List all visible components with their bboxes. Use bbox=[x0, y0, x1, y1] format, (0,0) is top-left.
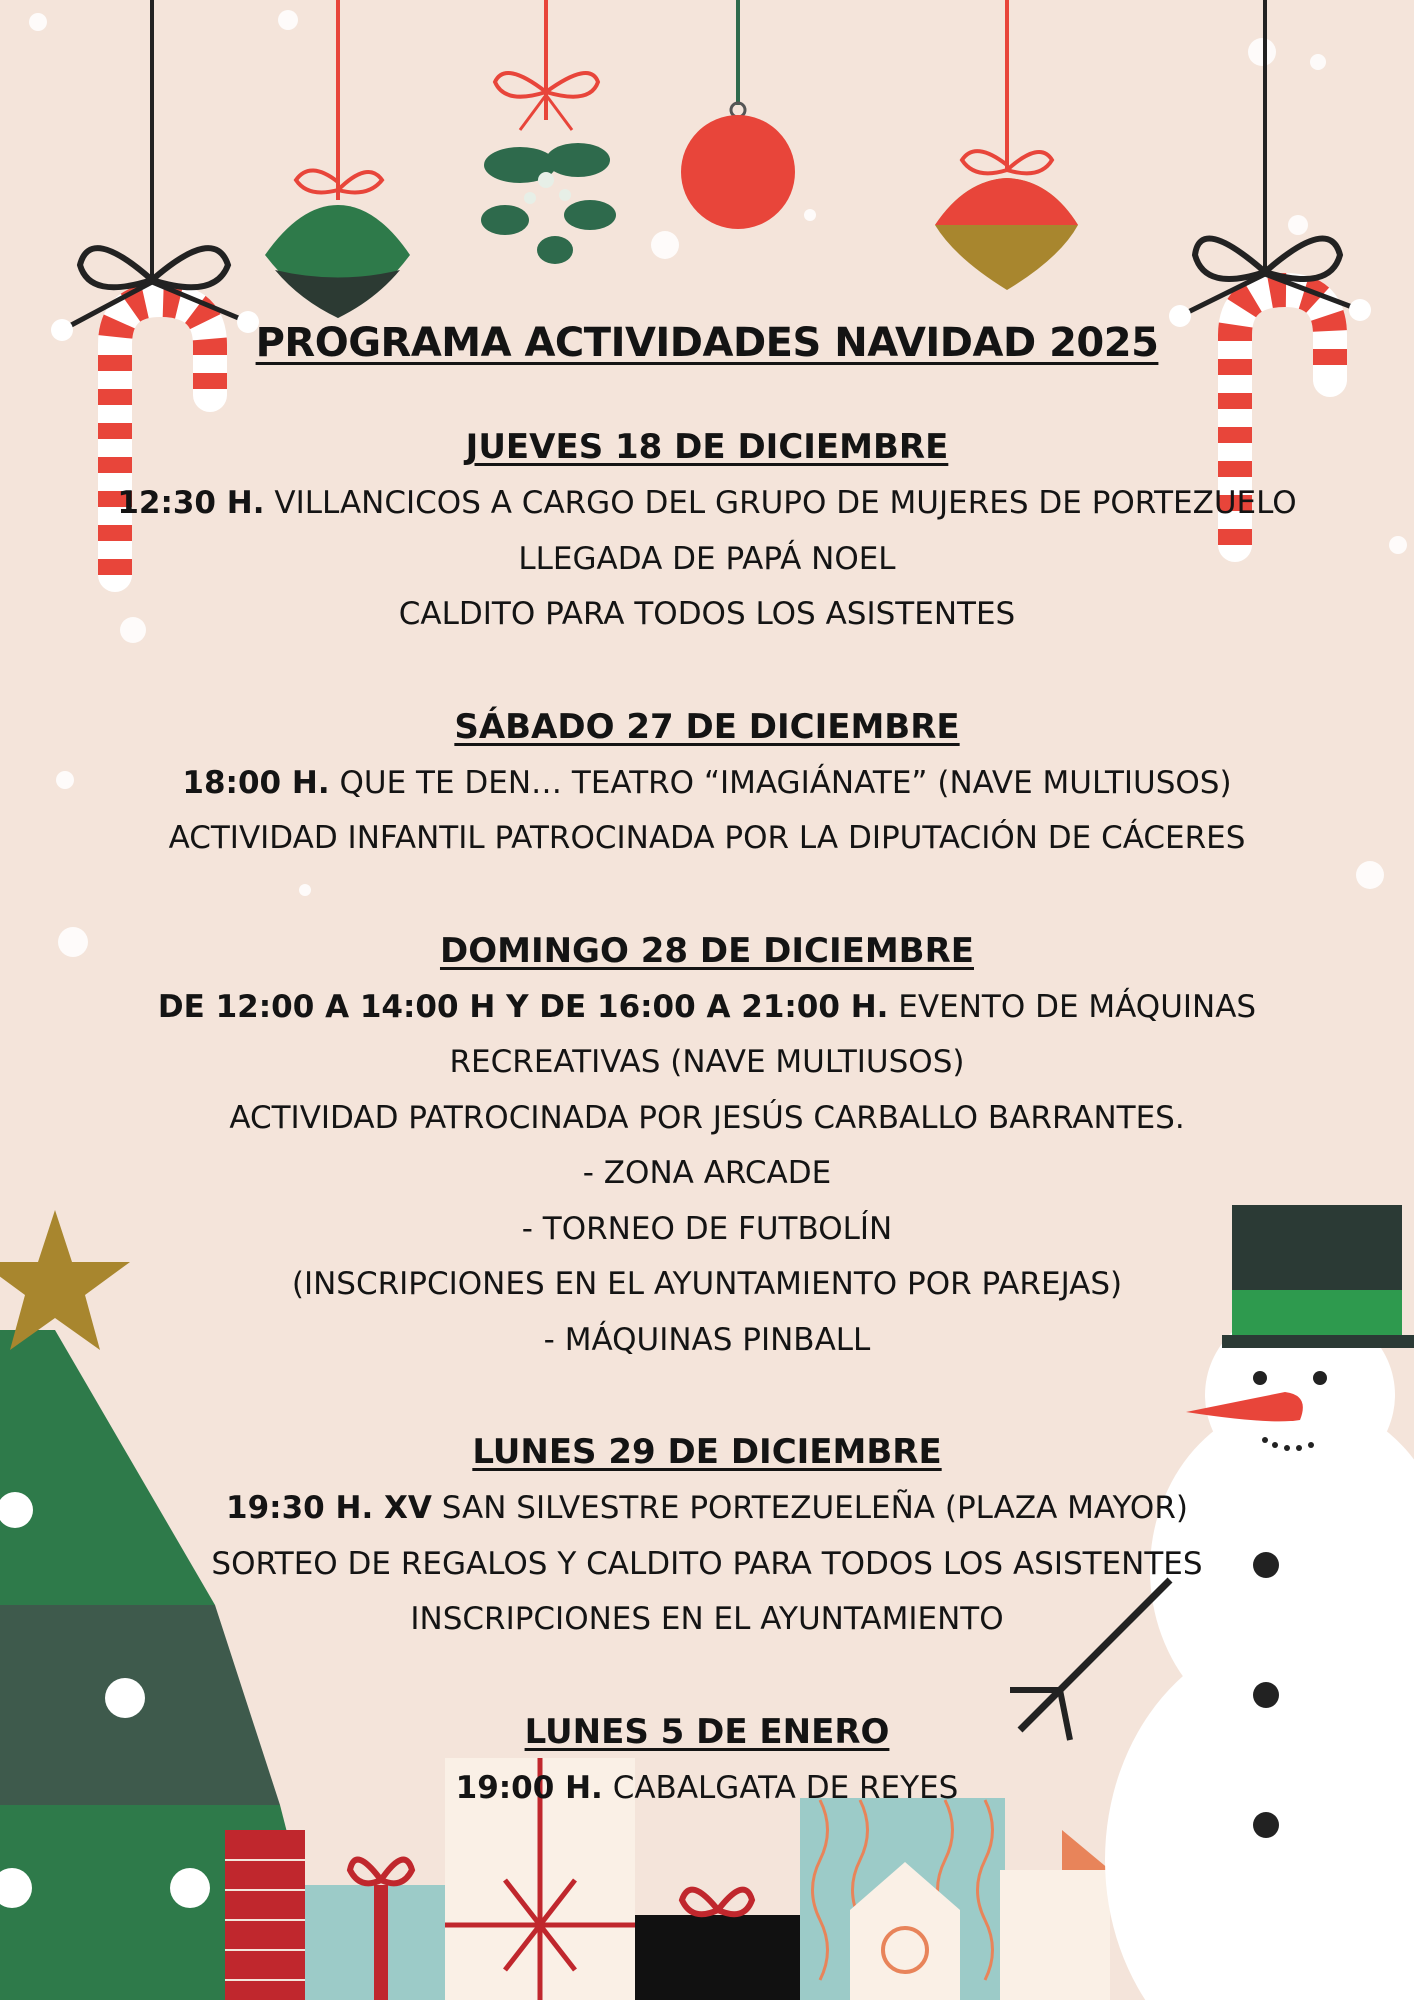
event-text: CABALGATA DE REYES bbox=[602, 1769, 959, 1806]
event-text: SORTEO DE REGALOS Y CALDITO PARA TODOS LOS ASISTENTES bbox=[211, 1545, 1203, 1582]
ornament-icon bbox=[265, 0, 410, 318]
day-section bbox=[0, 1423, 1414, 1648]
schedule-line bbox=[0, 1257, 1414, 1313]
schedule-line bbox=[0, 1761, 1414, 1817]
ornament-icon bbox=[935, 0, 1078, 290]
schedule-line bbox=[0, 1481, 1414, 1537]
schedule-line bbox=[0, 980, 1414, 1036]
day-section bbox=[0, 418, 1414, 643]
day-section bbox=[0, 922, 1414, 1369]
day-heading: LUNES 29 DE DICIEMBRE bbox=[472, 1432, 942, 1472]
day-section bbox=[0, 1703, 1414, 1817]
event-text: - TORNEO DE FUTBOLÍN bbox=[521, 1210, 893, 1247]
ornament-icon bbox=[681, 0, 795, 229]
event-text: RECREATIVAS (NAVE MULTIUSOS) bbox=[449, 1044, 965, 1080]
event-text: - ZONA ARCADE bbox=[582, 1155, 832, 1191]
mistletoe-icon bbox=[481, 0, 616, 264]
day-section bbox=[0, 698, 1414, 867]
schedule-line bbox=[0, 1091, 1414, 1147]
schedule-line bbox=[0, 587, 1414, 643]
event-time: 12:30 H. bbox=[117, 485, 265, 521]
schedule-line bbox=[0, 756, 1414, 812]
schedule-line bbox=[0, 1592, 1414, 1648]
event-text: SAN SILVESTRE PORTEZUELEÑA (PLAZA MAYOR) bbox=[431, 1490, 1188, 1526]
day-heading: LUNES 5 DE ENERO bbox=[524, 1711, 890, 1752]
schedule bbox=[0, 418, 1414, 1816]
schedule-line bbox=[0, 1313, 1414, 1369]
event-time: 19:00 H. bbox=[455, 1769, 603, 1806]
schedule-line bbox=[0, 1146, 1414, 1202]
day-heading: SÁBADO 27 DE DICIEMBRE bbox=[454, 706, 960, 747]
schedule-line bbox=[0, 532, 1414, 588]
schedule-line bbox=[0, 476, 1414, 532]
event-text: VILLANCICOS A CARGO DEL GRUPO DE MUJERES DE PORTEZUELO bbox=[264, 485, 1297, 521]
event-text: QUE TE DEN… TEATRO “IMAGIÁNATE” (NAVE MULTIUSOS) bbox=[329, 764, 1232, 801]
event-text: LLEGADA DE PAPÁ NOEL bbox=[518, 540, 896, 577]
schedule-line bbox=[0, 1035, 1414, 1091]
event-time: 18:00 H. bbox=[182, 764, 330, 801]
event-text: - MÁQUINAS PINBALL bbox=[543, 1321, 871, 1358]
event-text: ACTIVIDAD PATROCINADA POR JESÚS CARBALLO BARRANTES. bbox=[229, 1099, 1185, 1136]
event-text: INSCRIPCIONES EN EL AYUNTAMIENTO bbox=[410, 1601, 1004, 1637]
page-title: PROGRAMA ACTIVIDADES NAVIDAD 2025 bbox=[255, 320, 1159, 366]
event-text: (INSCRIPCIONES EN EL AYUNTAMIENTO POR PAREJAS) bbox=[291, 1266, 1123, 1302]
event-time: DE 12:00 A 14:00 H Y DE 16:00 A 21:00 H. bbox=[157, 988, 889, 1025]
schedule-line bbox=[0, 1537, 1414, 1593]
schedule-line bbox=[0, 811, 1414, 867]
event-text: EVENTO DE MÁQUINAS bbox=[888, 988, 1257, 1025]
day-heading: DOMINGO 28 DE DICIEMBRE bbox=[439, 930, 974, 971]
event-text: ACTIVIDAD INFANTIL PATROCINADA POR LA DIPUTACIÓN DE CÁCERES bbox=[168, 820, 1246, 856]
schedule-line bbox=[0, 1202, 1414, 1258]
day-heading: JUEVES 18 DE DICIEMBRE bbox=[465, 427, 949, 467]
event-text: CALDITO PARA TODOS LOS ASISTENTES bbox=[398, 596, 1016, 632]
event-time: 19:30 H. XV bbox=[226, 1490, 432, 1526]
program-content bbox=[0, 320, 1414, 1816]
